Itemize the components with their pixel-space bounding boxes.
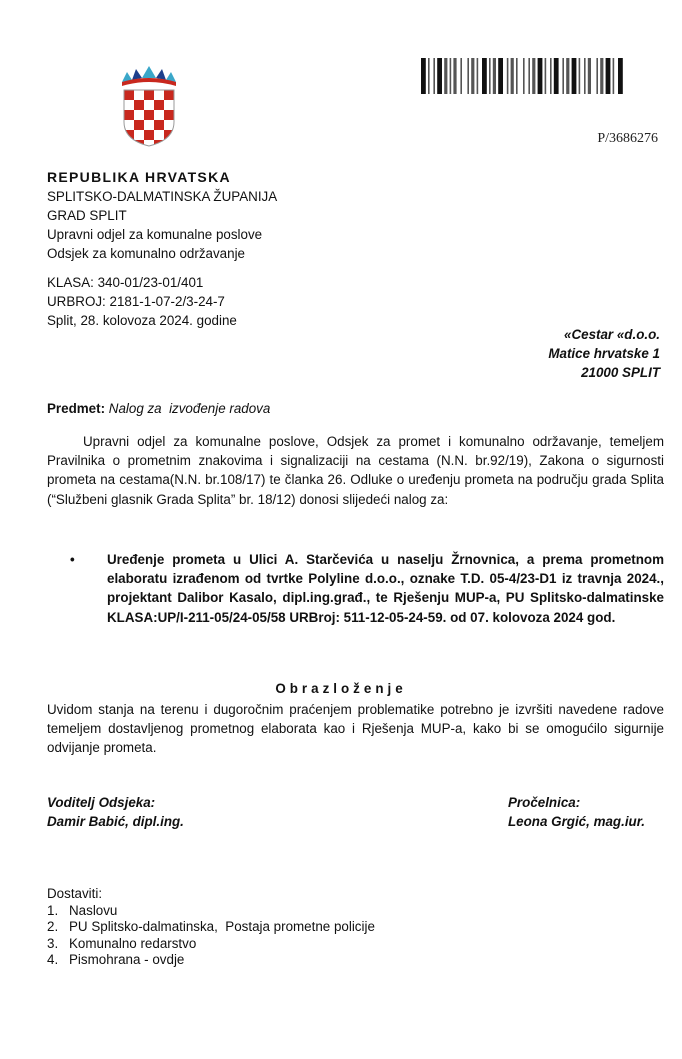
subject-label: Predmet: <box>47 401 106 416</box>
subject-line <box>47 401 270 416</box>
signature-left <box>47 793 184 831</box>
delivery-label: Dostaviti: <box>47 886 103 901</box>
list-item <box>47 903 375 920</box>
bullet-icon: • <box>70 552 75 567</box>
item-number: 4. <box>47 952 59 967</box>
item-number: 2. <box>47 919 59 934</box>
reasoning-text: Uvidom stanja na terenu i dugoročnim praćenjem problematike potrebno je izvršiti navedene radove temeljem dostavljenog prometnog elaborata kao i Rješenja MUP-a, kako bi se omogućilo sigurnije odvijanje prometa. <box>47 702 664 756</box>
reference-block <box>47 273 237 330</box>
section-name: Odsjek za komunalno održavanje <box>47 246 245 261</box>
signature-right <box>508 793 645 831</box>
department-name: Upravni odjel za komunalne poslove <box>47 227 263 242</box>
body-paragraph <box>47 432 664 509</box>
klasa: KLASA: 340-01/23-01/401 <box>47 275 204 290</box>
date-line: Split, 28. kolovoza 2024. godine <box>47 313 237 328</box>
reasoning-title: Obrazloženje <box>275 681 407 696</box>
crown <box>122 66 176 86</box>
subject-text: Nalog za izvođenje radova <box>108 401 271 416</box>
item-number: 1. <box>47 902 59 918</box>
signature-right-name: Leona Grgić, mag.iur. <box>508 814 645 829</box>
checkerboard <box>124 90 174 148</box>
barcode-icon <box>421 58 665 94</box>
country-name: REPUBLIKA HRVATSKA <box>47 169 231 185</box>
body-text: Upravni odjel za komunalne poslove, Odsjek za promet i komunalno održavanje, temeljem Pravilnika o prometnim znakovima i signalizaciji na cestama (N.N. br.92/19), Zakona o sigurnosti prometa na cestama(N.N. br.108/17) te članka 26. Odluke o uređenju prometa na području grada Splita (“Službeni glasnik Grada Splita” br. 18/12) donosi slijedeći nalog za: <box>47 434 664 507</box>
recipient-city: 21000 SPLIT <box>581 365 660 380</box>
delivery-list <box>47 886 375 969</box>
item-text: Naslovu <box>69 902 118 918</box>
signature-left-title: Voditelj Odsjeka: <box>47 795 156 810</box>
recipient-address <box>548 325 660 382</box>
item-number: 3. <box>47 935 59 951</box>
order-item-text: Uređenje prometa u Ulici A. Starčevića u naselju Žrnovnica, a prema prometnom elaboratu izrađenom od tvrtke Polyline d.o.o., oznake T.D. 05-4/23-D1 iz travnja 2024., projektant Dalibor Kasalo, dipl.ing.građ., te Rješenju MUP-a, PU Splitsko-dalmatinske KLASA:UP/I-211-05/24-05/58 URBroj: 511-12-05-24-59. od 07. kolovoza 2024 god. <box>107 552 664 625</box>
list-item <box>47 936 375 953</box>
item-text: Komunalno redarstvo <box>69 935 197 951</box>
signature-left-name: Damir Babić, dipl.ing. <box>47 814 184 829</box>
city-name: GRAD SPLIT <box>47 208 127 223</box>
recipient-street: Matice hrvatske 1 <box>548 346 660 361</box>
list-item <box>47 919 375 936</box>
coat-of-arms-icon <box>118 64 180 148</box>
list-item <box>47 952 375 969</box>
urbroj: URBROJ: 2181-1-07-2/3-24-7 <box>47 294 225 309</box>
item-text: PU Splitsko-dalmatinska, Postaja prometne policije <box>69 919 375 934</box>
order-item <box>70 550 664 627</box>
signature-right-title: Pročelnica: <box>508 795 581 810</box>
document-number: P/3686276 <box>597 131 658 146</box>
item-text: Pismohrana - ovdje <box>69 952 185 967</box>
county-name: SPLITSKO-DALMATINSKA ŽUPANIJA <box>47 189 278 204</box>
letterhead <box>47 168 277 263</box>
recipient-name: «Cestar «d.o.o. <box>564 327 660 342</box>
